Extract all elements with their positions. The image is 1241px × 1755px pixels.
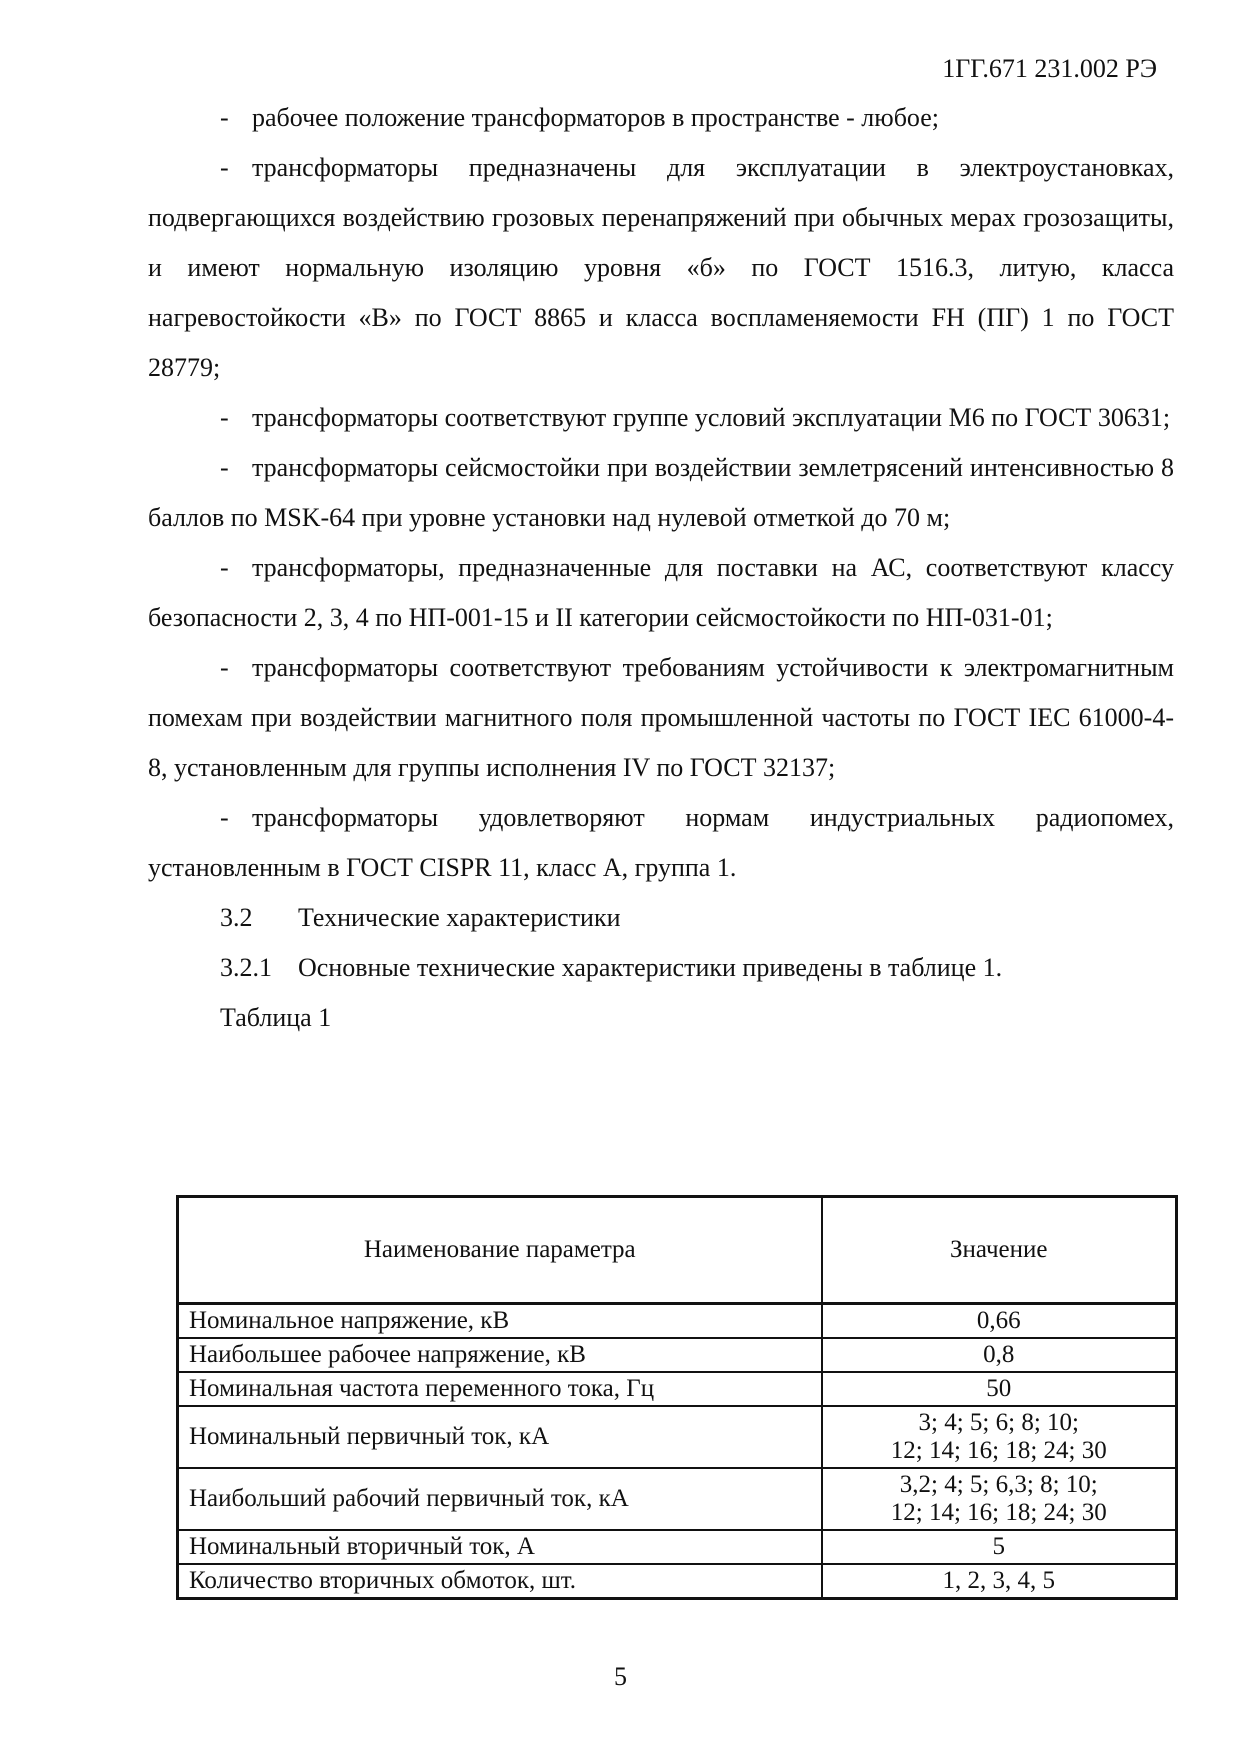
section-heading	[148, 893, 1174, 943]
table-header-row	[178, 1197, 1177, 1304]
value-cell	[822, 1304, 1177, 1339]
list-item	[148, 543, 1174, 643]
parameter-cell: Номинальная частота переменного тока, Гц	[178, 1372, 822, 1406]
table-caption: Таблица 1	[220, 1003, 332, 1032]
table-row	[178, 1304, 1177, 1339]
parameter-cell: Количество вторичных обмоток, шт.	[178, 1564, 822, 1599]
list-item-text: рабочее положение трансформаторов в пространстве - любое;	[252, 103, 940, 132]
list-item	[148, 793, 1174, 893]
parameter-cell: Наибольший рабочий первичный ток, кА	[178, 1468, 822, 1530]
list-dash: -	[220, 103, 229, 132]
table-row	[178, 1468, 1177, 1530]
value-cell	[822, 1406, 1177, 1468]
table-row	[178, 1564, 1177, 1599]
value-line: 50	[986, 1375, 1012, 1402]
page-number: 5	[614, 1662, 627, 1691]
list-item	[148, 393, 1174, 443]
list-item-text: трансформаторы соответствуют требованиям устойчивости к электромагнитным помехам при воздействии магнитного поля промышленной частоты по ГОСТ IEC 61000-4-8, установленным для группы исполнения IV по ГОСТ 32137;	[148, 653, 1174, 782]
value-line: 3; 4; 5; 6; 8; 10;	[918, 1409, 1079, 1436]
section-title: Технические характеристики	[298, 903, 621, 932]
table-row	[178, 1338, 1177, 1372]
list-item	[148, 93, 1174, 143]
list-item-text: трансформаторы предназначены для эксплуатации в электроустановках, подвергающихся воздействию грозовых перенапряжений при обычных мерах грозозащиты, и имеют нормальную изоляцию уровня «б» по ГОСТ 1516.3, литую, класса нагревостойкости «В» по ГОСТ 8865 и класса воспламеняемости FH (ПГ) 1 по ГОСТ 28779;	[148, 153, 1174, 382]
value-cell	[822, 1372, 1177, 1406]
table-row	[178, 1372, 1177, 1406]
spec-table-container	[176, 1195, 1178, 1600]
value-line: 12; 14; 16; 18; 24; 30	[890, 1437, 1107, 1464]
list-dash: -	[220, 553, 229, 582]
value-cell	[822, 1338, 1177, 1372]
list-item-text: трансформаторы соответствуют группе условий эксплуатации М6 по ГОСТ 30631;	[252, 403, 1171, 432]
list-item-text: трансформаторы, предназначенные для поставки на АС, соответствуют классу безопасности 2, 3, 4 по НП-001-15 и II категории сейсмостойкости по НП-031-01;	[148, 553, 1174, 632]
value-line: 0,66	[976, 1307, 1021, 1334]
table-row	[178, 1530, 1177, 1564]
value-line: 1, 2, 3, 4, 5	[942, 1567, 1055, 1594]
value-cell	[822, 1468, 1177, 1530]
column-header-parameter: Наименование параметра	[178, 1197, 822, 1304]
value-cell	[822, 1530, 1177, 1564]
spec-table	[176, 1195, 1178, 1600]
list-item	[148, 643, 1174, 793]
table-row	[178, 1406, 1177, 1468]
list-item-text: трансформаторы сейсмостойки при воздействии землетрясений интенсивностью 8 баллов по MSK-64 при уровне установки над нулевой отметкой до 70 м;	[148, 453, 1174, 532]
list-dash: -	[220, 403, 229, 432]
body-text	[148, 93, 1174, 1043]
list-item	[148, 143, 1174, 393]
value-line: 3,2; 4; 5; 6,3; 8; 10;	[899, 1471, 1098, 1498]
parameter-cell: Номинальный первичный ток, кА	[178, 1406, 822, 1468]
document-code: 1ГГ.671 231.002 РЭ	[942, 54, 1157, 83]
list-item-text: трансформаторы удовлетворяют нормам индустриальных радиопомех, установленным в ГОСТ CISPR 11, класс А, группа 1.	[148, 803, 1174, 882]
parameter-cell: Номинальный вторичный ток, А	[178, 1530, 822, 1564]
subsection-number: 3.2.1	[220, 953, 272, 982]
value-cell	[822, 1564, 1177, 1599]
list-dash: -	[220, 453, 229, 482]
value-line: 5	[992, 1533, 1005, 1560]
list-item	[148, 443, 1174, 543]
subsection-text: Основные технические характеристики приведены в таблице 1.	[298, 953, 1003, 982]
subsection-paragraph	[148, 943, 1174, 993]
list-dash: -	[220, 803, 229, 832]
value-line: 12; 14; 16; 18; 24; 30	[890, 1499, 1107, 1526]
parameter-cell: Наибольшее рабочее напряжение, кВ	[178, 1338, 822, 1372]
table-body	[178, 1304, 1177, 1599]
column-header-value: Значение	[822, 1197, 1177, 1304]
list-dash: -	[220, 153, 229, 182]
section-number: 3.2	[220, 903, 253, 932]
value-line: 0,8	[983, 1341, 1015, 1368]
parameter-cell: Номинальное напряжение, кВ	[178, 1304, 822, 1339]
list-dash: -	[220, 653, 229, 682]
